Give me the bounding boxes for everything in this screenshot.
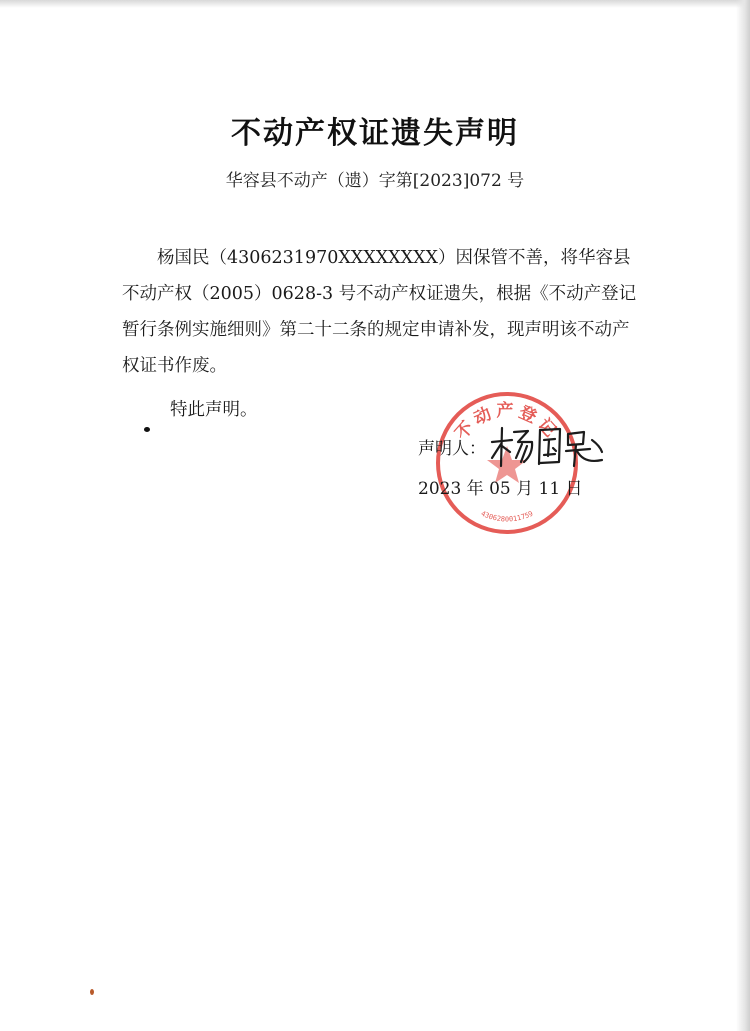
scan-top-shadow (0, 0, 750, 8)
declarant-label: 声明人： (418, 439, 486, 459)
ink-speck (144, 427, 150, 432)
seal-number: 4306280011759 (479, 509, 535, 524)
document-number: 华容县不动产（遗）字第[2023]072 号 (225, 171, 525, 191)
document-body (122, 240, 642, 384)
declaration-date: 2023 年 05 月 11 日 (418, 479, 583, 499)
scan-right-edge (736, 0, 750, 1031)
document-title: 不动产权证遗失声明 (231, 116, 519, 151)
body-paragraph: 杨国民（4306231970XXXXXXXX）因保管不善，将华容县不动产权（2005）0628-3 号不动产权证遗失，根据《不动产登记暂行条例实施细则》第二十二条的规定申请补发，现声明该不动产权证书作废。 (122, 248, 637, 376)
handwritten-signature (488, 420, 606, 470)
closing-statement: 特此声明。 (170, 400, 258, 420)
seal-text: 不动产登记 (451, 401, 563, 444)
ink-speck-2 (90, 989, 94, 995)
